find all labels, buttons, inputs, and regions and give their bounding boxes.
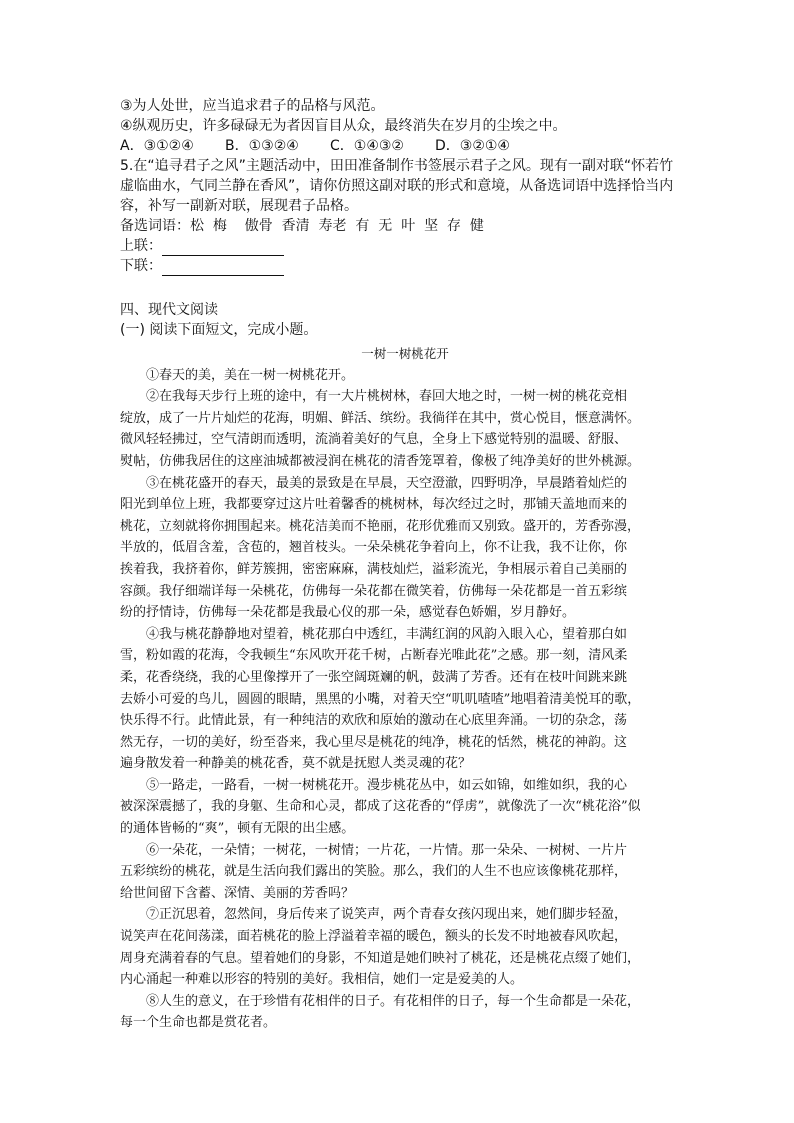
option-a: A．③①②④ xyxy=(120,138,194,154)
article-line: 微风轻轻拂过，空气清朗而透明，流淌着美好的气息，全身上下感觉特别的温暖、舒服、 xyxy=(120,432,628,448)
question-5-line: 虚临曲水，气同兰静在香风”，请你仿照这副对联的形式和意境，从备选词语中选择恰当内 xyxy=(120,178,674,194)
article-line: 的通体皆畅的“爽”，顿有无限的出尘感。 xyxy=(120,821,355,837)
article-line: ①春天的美，美在一树一树桃花开。 xyxy=(120,367,355,383)
article-line: 内心涌起一种难以形容的特别的美好。我相信，她们一定是爱美的人。 xyxy=(120,972,524,988)
article-line: 说笑声在花间荡漾，面若桃花的脸上浮溢着幸福的暖色，额头的长发不时地被春风吹起， xyxy=(120,929,628,945)
article-line: 快乐得不行。此情此景，有一种纯洁的欢欣和原始的激动在心底里奔涌。一切的杂念，荡 xyxy=(120,713,628,729)
question-line: ④纵观历史，许多碌碌无为者因盲目从众，最终消失在岁月的尘埃之中。 xyxy=(120,118,567,134)
section-header xyxy=(120,300,690,340)
lower-couplet-label: 下联： xyxy=(120,258,162,274)
upper-couplet-blank[interactable] xyxy=(162,239,284,256)
article-line: 每一个生命也都是赏花者。 xyxy=(120,1015,277,1031)
article-line: 熨帖，仿佛我居住的这座油城都被浸润在桃花的清香笼罩着，像极了纯净美好的世外桃源。 xyxy=(120,453,641,469)
article-line: 绽放，成了一片片灿烂的花海，明媚、鲜活、缤纷。我徜徉在其中，赏心悦目，惬意满怀。 xyxy=(120,410,641,426)
article-line: 挨着我，我挤着你，鲜芳簇拥，密密麻麻，满枝灿烂，溢彩流光，争相展示着自己美丽的 xyxy=(120,561,628,577)
question-5-line: 容，补写一副新对联，展现君子品格。 xyxy=(120,198,358,214)
article-body xyxy=(120,365,690,1034)
lower-couplet-row xyxy=(120,256,690,276)
lower-couplet-blank[interactable] xyxy=(162,259,284,276)
section-subheading: (一) 阅读下面短文，完成小题。 xyxy=(120,322,318,338)
upper-couplet-row xyxy=(120,236,690,256)
article-line: 容颜。我仔细端详每一朵桃花，仿佛每一朵花都在微笑着，仿佛每一朵花都是一首五彩缤 xyxy=(120,583,628,599)
article-line: ②在我每天步行上班的途中，有一大片桃树林，春回大地之时，一树一树的桃花竞相 xyxy=(120,389,628,405)
article-line: ⑧人生的意义，在于珍惜有花相伴的日子。有花相伴的日子，每一个生命都是一朵花， xyxy=(120,993,641,1009)
question-line: ③为人处世，应当追求君子的品格与风范。 xyxy=(120,98,385,114)
article-line: 去娇小可爱的鸟儿，圆圆的眼睛，黑黑的小嘴，对着天空“叽叽喳喳”地唱着清美悦耳的歌， xyxy=(120,691,641,707)
section-heading: 四、现代文阅读 xyxy=(120,302,218,318)
article-line: 遍身散发着一种静美的桃花香，莫不就是抚慰人类灵魂的花？ xyxy=(120,756,472,772)
option-c: C．①④③② xyxy=(330,138,404,154)
article-line: 柔，花香绕绕，我的心里像撑开了一张空阔斑斓的帆，鼓满了芳香。还有在枝叶间跳来跳 xyxy=(120,669,628,685)
article-line: 雪，粉如霞的花海，令我顿生“东风吹开花千树，占断春光唯此花”之感。那一刻，清风柔 xyxy=(120,648,628,664)
questions-block xyxy=(120,96,690,276)
question-5-line: 5.在“追寻君子之风”主题活动中，田田准备制作书签展示君子之风。现有一副对联“怀若竹 xyxy=(120,158,674,174)
article-line: 五彩缤纷的桃花，就是生活向我们露出的笑脸。那么，我们的人生不也应该像桃花那样， xyxy=(120,864,628,880)
article-title: 一树一树桃花开 xyxy=(361,346,449,361)
article-line: ④我与桃花静静地对望着，桃花那白中透红，丰满红润的风韵入眼入心，望着那白如 xyxy=(120,626,628,642)
option-d: D．③②①④ xyxy=(435,138,510,154)
article-line: 周身充满着春的气息。望着她们的身影，不知道是她们映衬了桃花，还是桃花点缀了她们， xyxy=(120,950,641,966)
article-line: 被深深震撼了，我的身躯、生命和心灵，都成了这花香的“俘虏”，就像洗了一次“桃花浴”似 xyxy=(120,799,641,815)
word-list: 备选词语：松 梅 傲骨 香清 寿老 有 无 叶 坚 存 健 xyxy=(120,218,484,234)
article-line: 然无存，一切的美好，纷至沓来，我心里尽是桃花的纯净，桃花的恬然，桃花的神韵。这 xyxy=(120,734,628,750)
answer-options xyxy=(120,136,690,156)
article-line: ⑦正沉思着，忽然间，身后传来了说笑声，两个青春女孩闪现出来，她们脚步轻盈， xyxy=(120,907,628,923)
article-line: ⑥一朵花，一朵情；一树花，一树情；一片花，一片情。那一朵朵、一树树、一片片 xyxy=(120,842,628,858)
article-line: 纷的抒情诗，仿佛每一朵花都是我最心仪的那一朵，感觉春色娇媚，岁月静好。 xyxy=(120,605,576,621)
article xyxy=(120,343,690,1034)
article-line: ⑤一路走，一路看，一树一树桃花开。漫步桃花丛中，如云如锦，如维如织，我的心 xyxy=(120,777,628,793)
article-line: 桃花，立刻就将你拥围起来。桃花洁美而不艳丽，花形优雅而又别致。盛开的，芳香弥漫， xyxy=(120,518,641,534)
option-b: B．①③②④ xyxy=(225,138,299,154)
article-line: 给世间留下含蓄、深情、美丽的芳香吗？ xyxy=(120,885,355,901)
article-line: 半放的，低眉含羞，含苞的，翘首枝头。一朵朵桃花争着向上，你不让我，我不让你，你 xyxy=(120,540,628,556)
article-line: ③在桃花盛开的春天，最美的景致是在早晨，天空澄澈，四野明净，早晨踏着灿烂的 xyxy=(120,475,628,491)
upper-couplet-label: 上联： xyxy=(120,238,162,254)
article-line: 阳光到单位上班，我都要穿过这片吐着馨香的桃树林，每次经过之时，那铺天盖地而来的 xyxy=(120,497,628,513)
